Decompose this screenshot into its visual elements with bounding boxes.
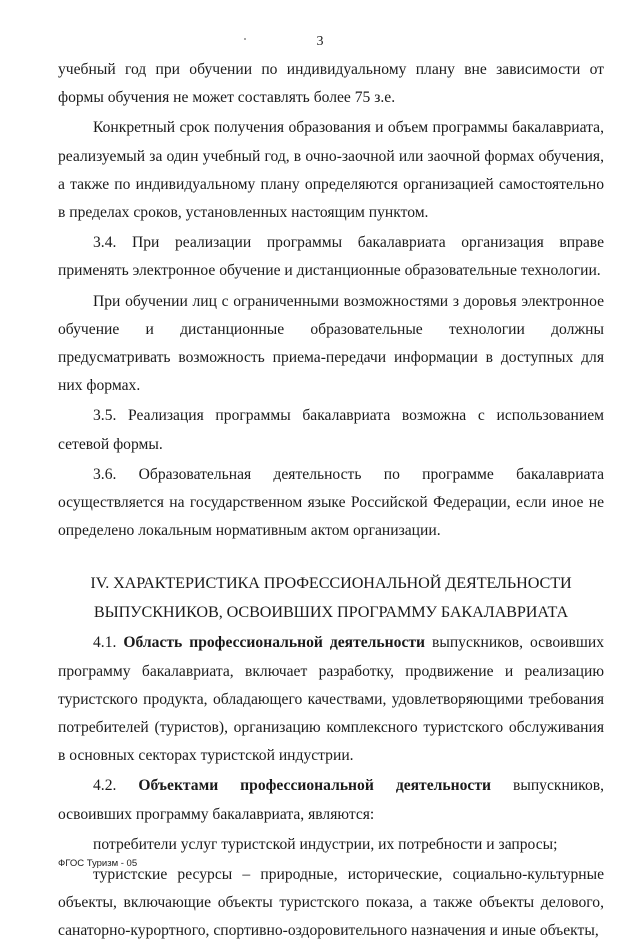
- bold-term: Область профессиональной деятельности: [123, 634, 426, 652]
- paragraph-continuation: учебный год при обучении по индивидуальному плану вне зависимости от формы обучения не может составлять более 75 з.е.: [58, 61, 604, 107]
- document-body: [58, 56, 604, 948]
- paragraph-4-2: [58, 772, 604, 828]
- list-item-consumers: потребители услуг туристской индустрии, их потребности и запросы;: [93, 835, 558, 853]
- paragraph-3-4: 3.4. При реализации программы бакалавриата организация вправе применять электронное обучение и дистанционные образовательные технологии.: [58, 234, 604, 280]
- page-number: 3: [316, 34, 324, 49]
- paragraph-disabilities: При обучении лиц с ограниченными возможностями з доровья электронное обучение и дистанционные образовательные технологии должны предусматривать возможность приема-передачи информации в доступных для них формах.: [58, 292, 604, 395]
- bold-term: Объектами профессиональной деятельности: [138, 777, 491, 795]
- list-item-resources: туристские ресурсы – природные, исторические, социально-культурные объекты, включающие объекты туристского показа, а также объекты делового, санаторно-курортного, спортивно-оздоровительного назначения и иные объекты,: [58, 866, 604, 940]
- paragraph-3-6: 3.6. Образовательная деятельность по программе бакалавриата осуществляется на государственном языке Российской Федерации, если иное не определено локальным нормативным актом организации.: [58, 465, 604, 540]
- paragraph-3-5: 3.5. Реализация программы бакалавриата возможна с использованием сетевой формы.: [58, 407, 604, 453]
- section-heading-line-2: ВЫПУСКНИКОВ, ОСВОИВШИХ ПРОГРАММУ БАКАЛАВРИАТА: [93, 603, 569, 622]
- item-number: 4.1.: [93, 634, 117, 652]
- section-heading: [58, 569, 604, 627]
- section-heading-line-1: IV. ХАРАКТЕРИСТИКА ПРОФЕССИОНАЛЬНОЙ ДЕЯТЕЛЬНОСТИ: [90, 574, 572, 593]
- item-text: выпускников, освоивших программу бакалавриата, являются:: [58, 777, 604, 823]
- scan-speck: [244, 38, 246, 40]
- paragraph-4-1: [58, 629, 604, 770]
- footer-label: ФГОС Туризм - 05: [58, 858, 138, 869]
- item-number: 4.2.: [93, 777, 117, 795]
- paragraph-duration: Конкретный срок получения образования и объем программы бакалавриата, реализуемый за один учебный год, в очно-заочной или заочной формах обучения, а также по индивидуальному плану определяются организацией самостоятельно в пределах сроков, установленных настоящим пунктом.: [58, 119, 604, 222]
- item-text: выпускников, освоивших программу бакалавриата, включает разработку, продвижение и реализацию туристского продукта, обладающего качествами, удовлетворяющими требования потребителей (туристов), организацию комплексного туристского обслуживания в основных секторах туристской индустрии.: [58, 634, 604, 765]
